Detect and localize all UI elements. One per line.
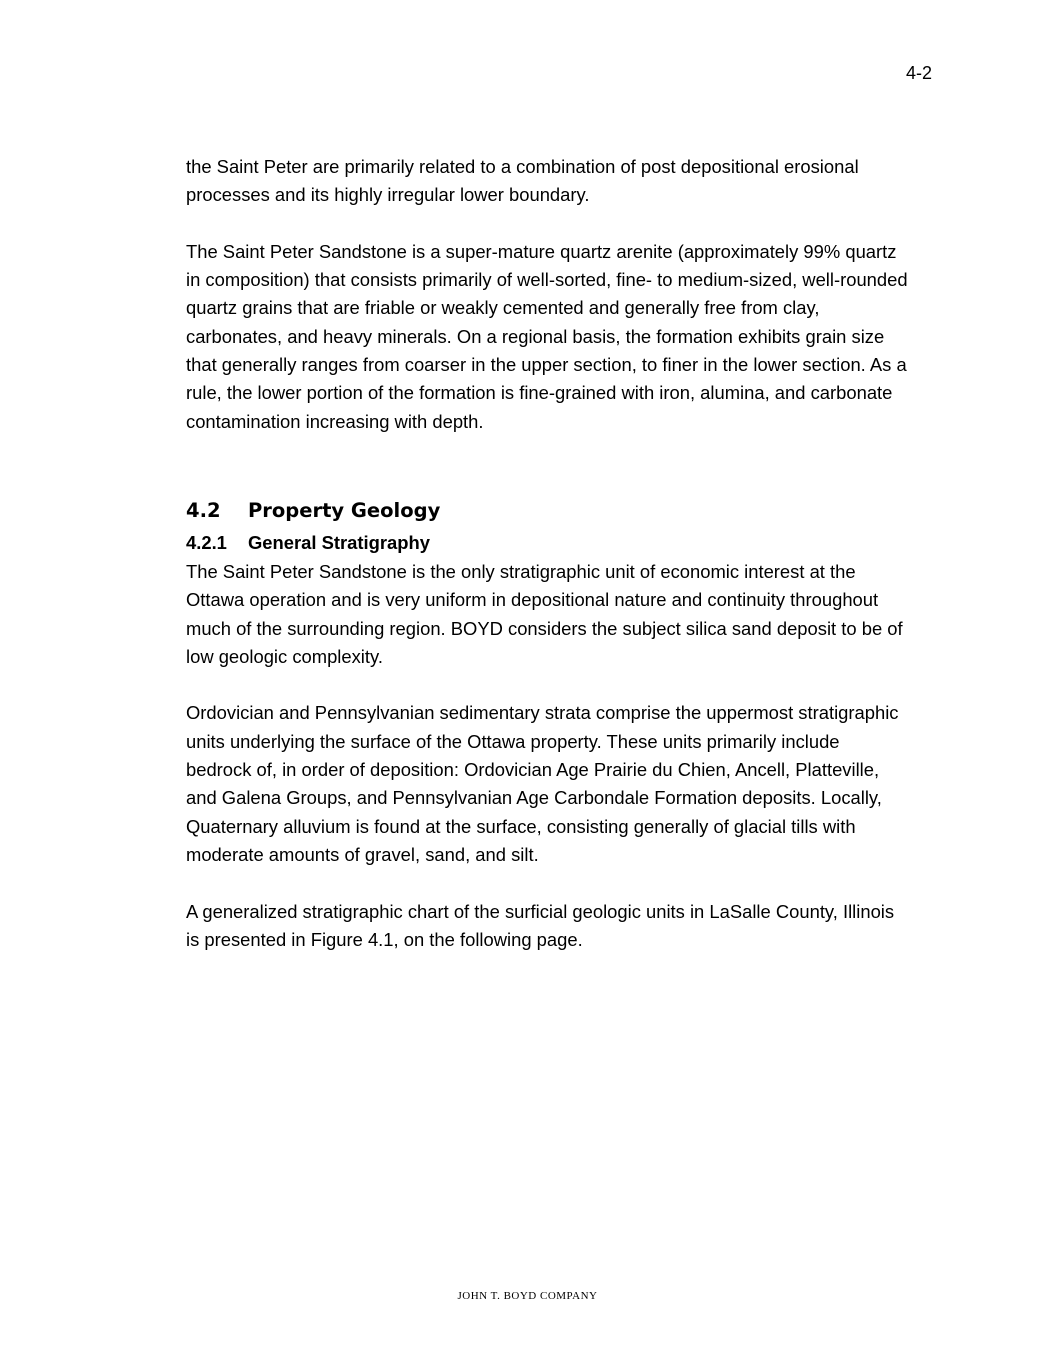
- paragraph-spacer: [186, 671, 938, 699]
- text-line: low geologic complexity.: [186, 645, 383, 667]
- section-heading: [186, 495, 938, 527]
- text-line: The Saint Peter Sandstone is a super-mature quartz arenite (approximately 99% quartz: [186, 240, 897, 262]
- page-footer: JOHN T. BOYD COMPANY: [457, 1290, 598, 1302]
- paragraph-spacer: [186, 869, 938, 897]
- text-line: rule, the lower portion of the formation is fine-grained with iron, alumina, and carbonate: [186, 382, 893, 404]
- text-line: The Saint Peter Sandstone is the only stratigraphic unit of economic interest at the: [186, 560, 856, 582]
- section-spacer: [186, 436, 938, 495]
- text-line: Ottawa operation and is very uniform in depositional nature and continuity throughout: [186, 589, 879, 611]
- text-line: Quaternary alluvium is found at the surface, consisting generally of glacial tills with: [186, 815, 856, 837]
- text-line: processes and its highly irregular lower boundary.: [186, 184, 590, 206]
- text-line: is presented in Figure 4.1, on the following page.: [186, 928, 583, 950]
- section-title: Property Geology: [248, 498, 441, 522]
- text-line: moderate amounts of gravel, sand, and silt.: [186, 843, 539, 865]
- document-body: [186, 153, 938, 954]
- text-line: the Saint Peter are primarily related to a combination of post depositional erosional: [186, 156, 859, 177]
- text-line: carbonates, and heavy minerals. On a regional basis, the formation exhibits grain size: [186, 325, 885, 347]
- paragraph-2: [186, 238, 938, 436]
- section-number: 4.2: [186, 498, 221, 522]
- subsection-title: General Stratigraphy: [248, 531, 430, 553]
- text-line: bedrock of, in order of deposition: Ordovician Age Prairie du Chien, Ancell, Platteville,: [186, 759, 880, 781]
- text-line: much of the surrounding region. BOYD considers the subject silica sand deposit to be of: [186, 617, 903, 639]
- subsection-heading: [186, 527, 938, 558]
- text-line: and Galena Groups, and Pennsylvanian Age Carbondale Formation deposits. Locally,: [186, 787, 882, 809]
- paragraph-4: [186, 699, 938, 869]
- text-line: units underlying the surface of the Ottawa property. These units primarily include: [186, 730, 840, 752]
- paragraph-spacer: [186, 210, 938, 238]
- text-line: Ordovician and Pennsylvanian sedimentary strata comprise the uppermost stratigraphic: [186, 702, 899, 724]
- page-number: 4-2: [905, 63, 932, 83]
- paragraph-5: [186, 898, 938, 955]
- paragraph-1: [186, 153, 938, 210]
- subsection-number: 4.2.1: [186, 531, 227, 553]
- text-line: contamination increasing with depth.: [186, 410, 484, 432]
- text-line: that generally ranges from coarser in the upper section, to finer in the lower section. As a: [186, 354, 907, 376]
- paragraph-3: [186, 558, 938, 671]
- text-line: quartz grains that are friable or weakly cemented and generally free from clay,: [186, 297, 820, 319]
- text-line: A generalized stratigraphic chart of the surficial geologic units in LaSalle County, Illinois: [186, 900, 895, 922]
- text-line: in composition) that consists primarily of well-sorted, fine- to medium-sized, well-rounded: [186, 269, 908, 291]
